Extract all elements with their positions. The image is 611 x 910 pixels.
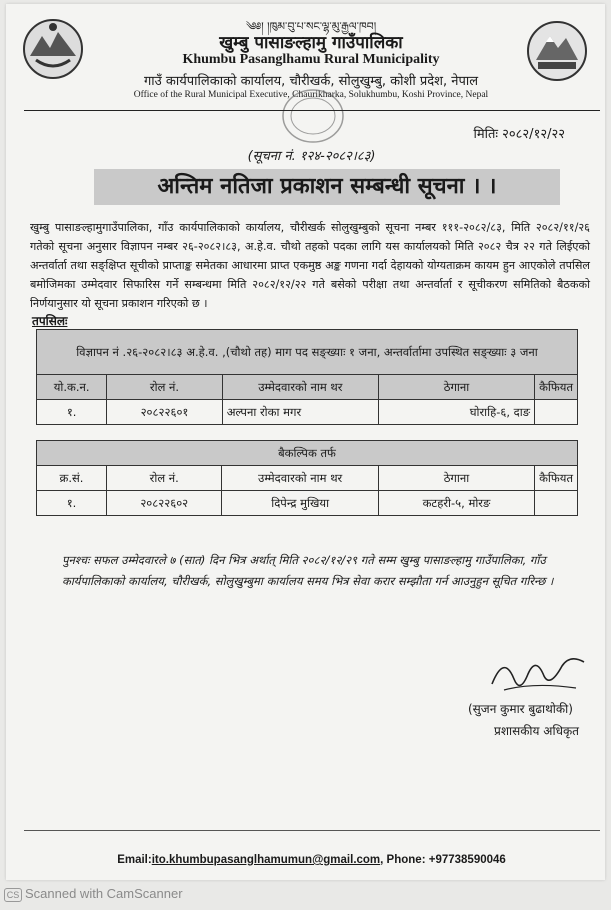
cell-name: अल्पना रोका मगर [222, 400, 378, 425]
watermark-text: Scanned with CamScanner [25, 886, 183, 901]
cell-sn: १. [37, 491, 107, 516]
cell-address: घोराहि-६, दाङ [378, 400, 534, 425]
notice-body: खुम्बु पासाङल्हामुगाउँपालिका, गाँउ कार्यपालिकाको कार्यालय, चौरीखर्क सोलुखुम्बुको सूचना नम्बर १११-२०८२/८३, मिति २०८२/११/२६ गतेको सूचना अनुसार विज्ञापन नम्बर २६-२०८२।८३, अ.हे.व. चौथो तहको पदका लागि यस कार्यालयको मिति २०८२ चैत्र २२ गते लिईएको अन्तर्वार्ता तथा सङ्क्षिप्त सूचीको प्राप्ताङ्क समेतका आधारमा प्राप्त एकमुष्ठ अङ्क गणना गर्दा देहायको योग्यताक्रम कायम हुन आएकोले तपसिल बमोजिमका उम्मेदवार सिफारिस गर्ने सम्बन्धमा मिति २०८२/१२/२२ गते बसेको परीक्षा तथा अन्तर्वार्ता र सूचीकरण समितिको बैठकको निर्णयानुसार यो सूचना प्रकाशन गरिएको छ । [30, 221, 590, 310]
handwritten-signature [484, 644, 594, 704]
col-header-name: उम्मेदवारको नाम थर [222, 375, 378, 400]
municipality-name-nepali: खुम्बु पासाङल्हामु गाउँपालिका [219, 33, 403, 53]
cell-roll: २०८२२६०१ [107, 400, 222, 425]
cell-roll: २०८२२६०२ [107, 491, 222, 516]
alternate-results-table [36, 440, 578, 516]
notice-title: अन्तिम नतिजा प्रकाशन सम्बन्धी सूचना । । [94, 169, 560, 205]
office-address-nepali: गाउँ कार्यपालिकाको कार्यालय, चौरीखर्क, सोलुखुम्बु, कोशी प्रदेश, नेपाल [143, 74, 479, 89]
cell-address: कटहरी-५, मोरङ [378, 491, 534, 516]
col-header-sn: यो.क.न. [37, 375, 107, 400]
col-header-roll: रोल नं. [107, 466, 222, 491]
nepal-emblem-logo [22, 18, 84, 80]
cell-remarks [535, 491, 578, 516]
table-header-row [37, 466, 578, 491]
signatory-name: (सुजन कुमार बुढाथोकी) [468, 702, 573, 716]
tibetan-header-line: ༄༅། །ཁུམ་བུ་པ་སང་ལྷ་མུ་རྒྱལ་ཁབ། [245, 20, 377, 33]
document-page [6, 4, 605, 880]
advertisement-title-row: विज्ञापन नं .२६-२०८२।८३ अ.हे.व. ,(चौथो तह) माग पद सङ्ख्याः १ जना, अन्तर्वार्तामा उपस्थित सङ्ख्याः ३ जना [37, 330, 578, 375]
cell-name: दिपेन्द्र मुखिया [222, 491, 378, 516]
phone-text: , Phone: +97738590046 [380, 854, 506, 866]
camscanner-watermark [4, 886, 183, 902]
table-row [37, 491, 578, 516]
issue-date: मितिः २०८२/१२/२२ [473, 127, 565, 142]
email-link[interactable]: ito.khumbupasanglhamumun@gmail.com [151, 854, 381, 866]
col-header-roll: रोल नं. [107, 375, 222, 400]
details-label: तपसिलः [32, 314, 68, 328]
col-header-sn: क्र.सं. [37, 466, 107, 491]
office-stamp [268, 86, 358, 146]
municipality-name-english: Khumbu Pasanglhamu Rural Municipality [182, 52, 440, 67]
contact-footer [6, 854, 611, 866]
alternate-section-title: बैकल्पिक तर्फ [37, 441, 578, 466]
camscanner-icon: CS [4, 888, 22, 902]
col-header-remarks: कैफियत [535, 466, 578, 491]
cell-sn: १. [37, 400, 107, 425]
office-address-english: Office of the Rural Municipal Executive, Chaurikharka, Solukhumbu, Koshi Province, Nepal [133, 90, 489, 100]
table-header-row [37, 375, 578, 400]
header-divider [24, 110, 600, 111]
table-row [37, 400, 578, 425]
postscript-note: पुनश्चः सफल उम्मेदवारले ७ (सात) दिन भित्र अर्थात् मिति २०८२/१२/२९ गते सम्म खुम्बु पासाङल्हामु गाउँपालिका, गाँउ कार्यपालिकाको कार्यालय, चौरीखर्क, सोलुखुम्बुमा कार्यालय समय भित्र सेवा करार सम्झौता गर्न आउनुहुन सूचित गरिन्छ । [62, 553, 554, 588]
col-header-remarks: कैफियत [535, 375, 578, 400]
col-header-address: ठेगाना [378, 375, 534, 400]
col-header-name: उम्मेदवारको नाम थर [222, 466, 378, 491]
col-header-address: ठेगाना [378, 466, 534, 491]
municipality-logo [526, 20, 588, 82]
email-label: Email: [117, 854, 152, 866]
results-table [36, 329, 578, 425]
cell-remarks [535, 400, 578, 425]
notice-number: (सूचना नं. १२४-२०८२।८३) [247, 149, 376, 164]
footer-divider [24, 830, 600, 831]
signatory-title: प्रशासकीय अधिकृत [494, 724, 580, 738]
